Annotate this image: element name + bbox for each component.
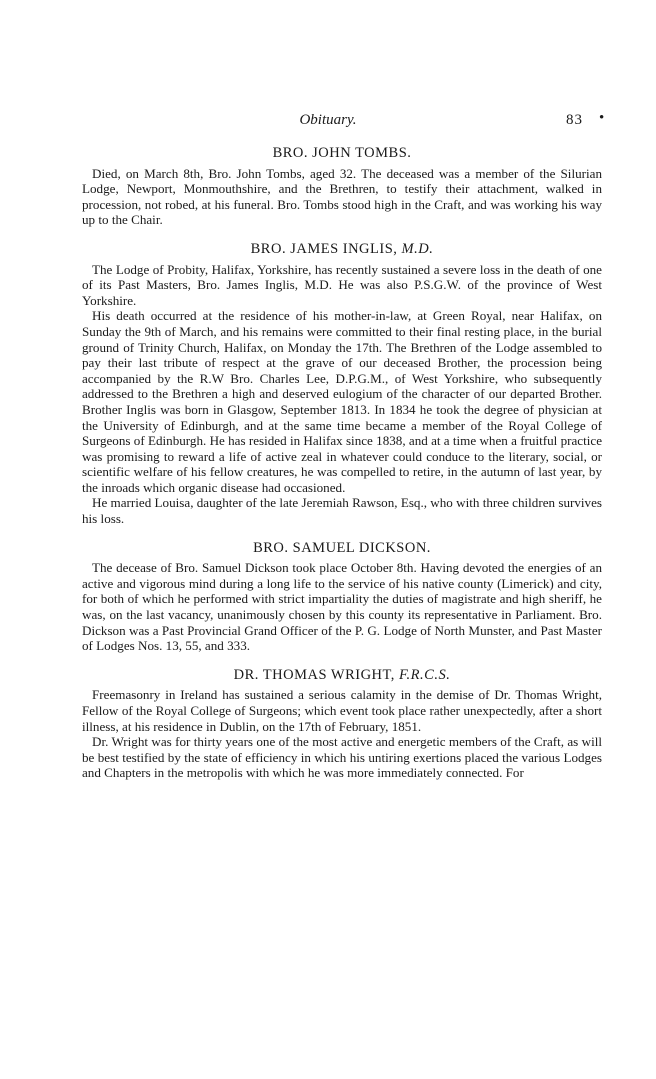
heading-suffix: F.R.C.S.	[399, 666, 451, 683]
obituary-james-inglis	[82, 242, 602, 527]
page-header	[0, 112, 656, 134]
margin-mark: •	[599, 110, 605, 126]
obituary-heading: BRO. SAMUEL DICKSON.	[253, 539, 431, 556]
obituary-samuel-dickson	[82, 541, 602, 654]
obituary-paragraph: He married Louisa, daughter of the late Jeremiah Rawson, Esq., who with three children survives his loss.	[82, 495, 602, 527]
obituary-john-tombs	[82, 146, 602, 228]
obituary-heading: DR. THOMAS WRIGHT, F.R.C.S.	[233, 666, 451, 683]
obituary-paragraph: The Lodge of Probity, Halifax, Yorkshire, has recently sustained a severe loss in the death of one of its Past Masters, Bro. James Inglis, M.D. He was also P.S.G.W. of the province of West Yorkshire.	[82, 261, 602, 308]
page-number: 83	[566, 112, 583, 128]
obituary-thomas-wright	[82, 668, 602, 781]
obituary-paragraph: Freemasonry in Ireland has sustained a serious calamity in the demise of Dr. Thomas Wright, Fellow of the Royal College of Surgeons; which event took place rather unexpectedly, after a short illness, at his residence in Dublin, on the 17th of February, 1851.	[82, 687, 602, 734]
obituary-heading: BRO. JOHN TOMBS.	[272, 145, 412, 161]
obituary-paragraph: His death occurred at the residence of his mother-in-law, at Green Royal, near Halifax, on Sunday the 9th of March, and his remains were committed to their final resting place, in the burial ground of Trinity Church, Halifax, on Monday the 17th. The Brethren of the Lodge assembled to pay their last tribute of respect at the grave of our deceased Brother, the procession being accompanied by the R.W Bro. Charles Lee, D.P.G.M., of West Yorkshire, who subsequently addressed to the Brethren a high and deserved eulogium of the character of our departed Brother. Brother Inglis was born in Glasgow, September 1813. In 1834 he took the degree of physician at the University of Edinburgh, and at the same time became a member of the Royal College of Surgeons of Edinburgh. He has resided in Halifax since 1838, and at a time when a fruitful practice was promising to reward a life of active zeal in whatever could conduce to the literary, social, or scientific welfare of his fellow creatures, he was compelled to retire, in the autumn of last year, by the inroads which organic disease had occasioned.	[82, 308, 602, 495]
obituary-heading: BRO. JAMES INGLIS, M.D.	[250, 240, 434, 257]
heading-suffix: M.D.	[401, 240, 434, 257]
running-title: Obituary.	[299, 112, 357, 128]
obituary-paragraph: The decease of Bro. Samuel Dickson took place October 8th. Having devoted the energies of an active and vigorous mind during a long life to the service of his native county (Limerick) and city, for both of which he performed with strict impartiality the duties of magistrate and high sheriff, he was, on the last vacancy, unanimously chosen by this county its representative in Parliament. Bro. Dickson was a Past Provincial Grand Officer of the P. G. Lodge of North Munster, and Past Master of Lodges Nos. 13, 55, and 333.	[82, 560, 602, 654]
obituary-paragraph: Dr. Wright was for thirty years one of the most active and energetic members of the Craft, as will be best testified by the state of efficiency in which his untiring exertions placed the various Lodges and Chapters in the metropolis with which he was more immediately connected. For	[82, 734, 602, 781]
obituary-paragraph: Died, on March 8th, Bro. John Tombs, aged 32. The deceased was a member of the Silurian Lodge, Newport, Monmouthshire, and the Brethren, to testify their attachment, walked in procession, not robed, at his funeral. Bro. Tombs stood high in the Craft, and was working his way up to the Chair.	[82, 165, 602, 228]
page-body	[82, 146, 602, 781]
